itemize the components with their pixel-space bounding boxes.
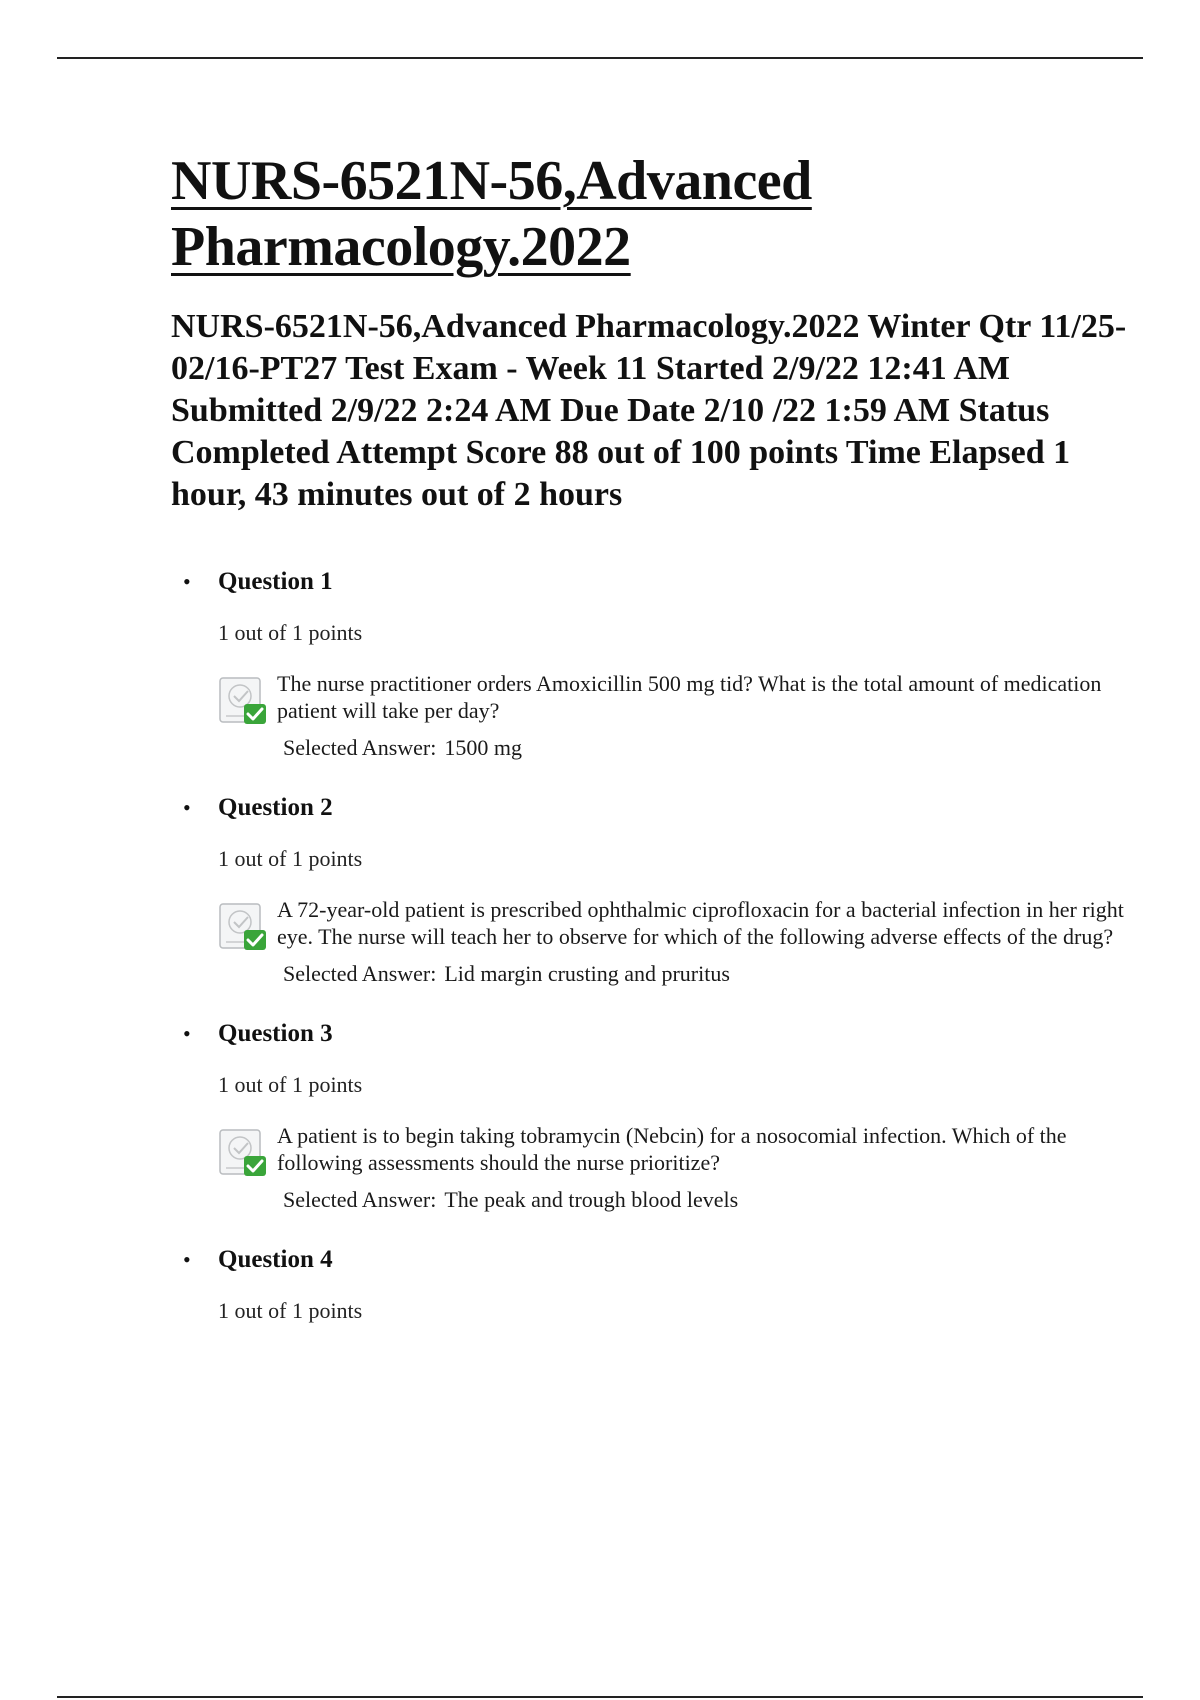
- question-points: 1 out of 1 points: [218, 846, 363, 871]
- question-text: A patient is to begin taking tobramycin (Nebcin) for a nosocomial infection. Which of the following assessments should the nurse prioritize?: [277, 1123, 1067, 1175]
- selected-answer: [283, 1186, 1131, 1214]
- correct-check-icon: [218, 900, 270, 954]
- selected-answer-value: Lid margin crusting and pruritus: [444, 961, 730, 986]
- question-text: The nurse practitioner orders Amoxicillin 500 mg tid? What is the total amount of medication patient will take per day?: [277, 671, 1102, 723]
- question-body: [218, 1122, 1131, 1214]
- question-points: 1 out of 1 points: [218, 1298, 363, 1323]
- question-heading: Question 4: [218, 1246, 333, 1273]
- question-item-1: [171, 562, 1131, 762]
- selected-answer: [283, 960, 1131, 988]
- selected-answer-value: 1500 mg: [444, 735, 522, 760]
- bullet: •: [183, 795, 191, 820]
- question-item-2: [171, 788, 1131, 988]
- question-points: 1 out of 1 points: [218, 1072, 363, 1097]
- selected-answer-label: Selected Answer:: [283, 1187, 437, 1212]
- question-text: A 72-year-old patient is prescribed ophthalmic ciprofloxacin for a bacterial infection in her right eye. The nurse will teach her to observe for which of the following adverse effects of the drug?: [277, 897, 1124, 949]
- correct-check-icon: [218, 1126, 270, 1180]
- question-heading: Question 2: [218, 794, 333, 821]
- exam-summary: NURS-6521N-56,Advanced Pharmacology.2022 Winter Qtr 11/25-02/16-PT27 Test Exam - Week 11 Started 2/9/22 12:41 AM Submitted 2/9/22 2:24 AM Due Date 2/10 /22 1:59 AM Status Completed Attempt Score 88 out of 100 points Time Elapsed 1 hour, 43 minutes out of 2 hours: [171, 308, 1127, 513]
- selected-answer-label: Selected Answer:: [283, 961, 437, 986]
- bullet: •: [183, 1021, 191, 1046]
- page-title-line-2: Pharmacology.2022: [171, 216, 631, 278]
- question-points: 1 out of 1 points: [218, 620, 363, 645]
- bullet: •: [183, 1247, 191, 1272]
- selected-answer: [283, 734, 1131, 762]
- question-heading: Question 1: [218, 568, 333, 595]
- question-list: [171, 562, 1131, 1326]
- page-title-line-1: NURS-6521N-56,Advanced: [171, 150, 812, 212]
- page-title: [171, 148, 1131, 280]
- question-body: [218, 670, 1131, 762]
- question-item-3: [171, 1014, 1131, 1214]
- document-body: [171, 148, 1131, 1352]
- question-item-4: [171, 1240, 1131, 1326]
- correct-check-icon: [218, 674, 270, 728]
- question-body: [218, 896, 1131, 988]
- bottom-rule: [57, 1696, 1143, 1698]
- bullet: •: [183, 569, 191, 594]
- selected-answer-label: Selected Answer:: [283, 735, 437, 760]
- top-rule: [57, 57, 1143, 59]
- selected-answer-value: The peak and trough blood levels: [444, 1187, 739, 1212]
- question-heading: Question 3: [218, 1020, 333, 1047]
